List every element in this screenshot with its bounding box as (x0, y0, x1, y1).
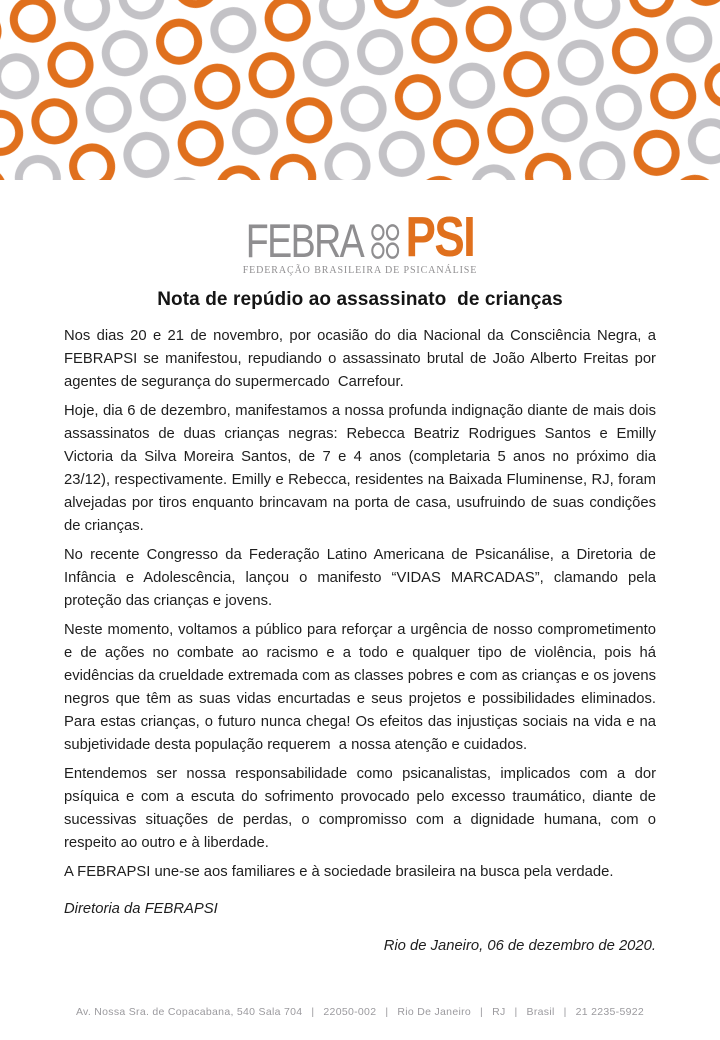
date-line: Rio de Janeiro, 06 de dezembro de 2020. (383, 938, 656, 954)
signature-line: Diretoria da FEBRAPSI (64, 901, 218, 917)
logo-circles-icon (370, 223, 400, 260)
paragraph: Hoje, dia 6 de dezembro, manifestamos a nossa profunda indignação diante de mais dois assassinatos de duas crianças negras: Rebecca Beatriz Rodrigues Santos e Emilly Victoria da Silva Moreira Santos, de 7 e 4 anos (completaria 5 anos no próximo dia 23/12), respectivamente. Emilly e Rebecca, residentes na Baixada Fluminense, RJ, foram alvejadas por tiros enquanto brincavam na porta de casa, usufruindo de suas condições de crianças. (64, 403, 656, 534)
footer-item: RJ (492, 1006, 506, 1018)
footer-separator: | (480, 1006, 484, 1018)
footer-separator: | (563, 1006, 567, 1018)
logo-tagline: FEDERAÇÃO BRASILEIRA DE PSICANÁLISE (242, 265, 478, 276)
paragraph: A FEBRAPSI une-se aos familiares e à sociedade brasileira na busca pela verdade. (64, 864, 614, 880)
decorative-circles-banner (0, 0, 720, 180)
letter-body (0, 325, 720, 958)
circles-pattern-icon (0, 0, 720, 180)
footer-item: 21 2235-5922 (575, 1006, 645, 1018)
footer-separator: | (311, 1006, 315, 1018)
febrapsi-logo (0, 207, 720, 276)
logo-row (72, 205, 648, 270)
logo-text-psi: PSI (405, 205, 475, 270)
footer-separator: | (514, 1006, 518, 1018)
paragraph: No recente Congresso da Federação Latino Americana de Psicanálise, a Diretoria de Infância e Adolescência, lançou o manifesto “VIDAS MARCADAS”, clamando pela proteção das crianças e jovens. (64, 547, 656, 609)
logo-text-febra: FEBRA (245, 214, 364, 268)
footer-address (0, 1006, 720, 1018)
footer-item: Rio De Janeiro (397, 1006, 472, 1018)
footer-item: Brasil (526, 1006, 555, 1018)
footer-item: Av. Nossa Sra. de Copacabana, 540 Sala 704 (75, 1006, 303, 1018)
paragraph: Nos dias 20 e 21 de novembro, por ocasião do dia Nacional da Consciência Negra, a FEBRAPSI se manifestou, repudiando o assassinato brutal de João Alberto Freitas por agentes de segurança do supermercado Carrefour. (64, 328, 656, 390)
footer-item: 22050-002 (323, 1006, 377, 1018)
paragraph: Entendemos ser nossa responsabilidade como psicanalistas, implicados com a dor psíquica e com a escuta do sofrimento provocado pelo excesso traumático, diante de sucessivas situações de perdas, o compromisso com a dignidade humana, com o respeito ao outro e à liberdade. (64, 766, 656, 851)
paragraph: Neste momento, voltamos a público para reforçar a urgência de nosso comprometimento e de ações no combate ao racismo e a todo e qualquer tipo de violência, pois há evidências da crueldade extremada com as classes pobres e com as crianças e os jovens negros que têm as suas vidas encurtadas e seus projetos e possibilidades eliminados. Para estas crianças, o futuro nunca chega! Os efeitos das injustiças sociais na vida e na subjetividade desta população requerem a nossa atenção e cuidados. (64, 622, 656, 753)
footer-separator: | (385, 1006, 389, 1018)
page-title: Nota de repúdio ao assassinato de crianças (157, 289, 563, 310)
